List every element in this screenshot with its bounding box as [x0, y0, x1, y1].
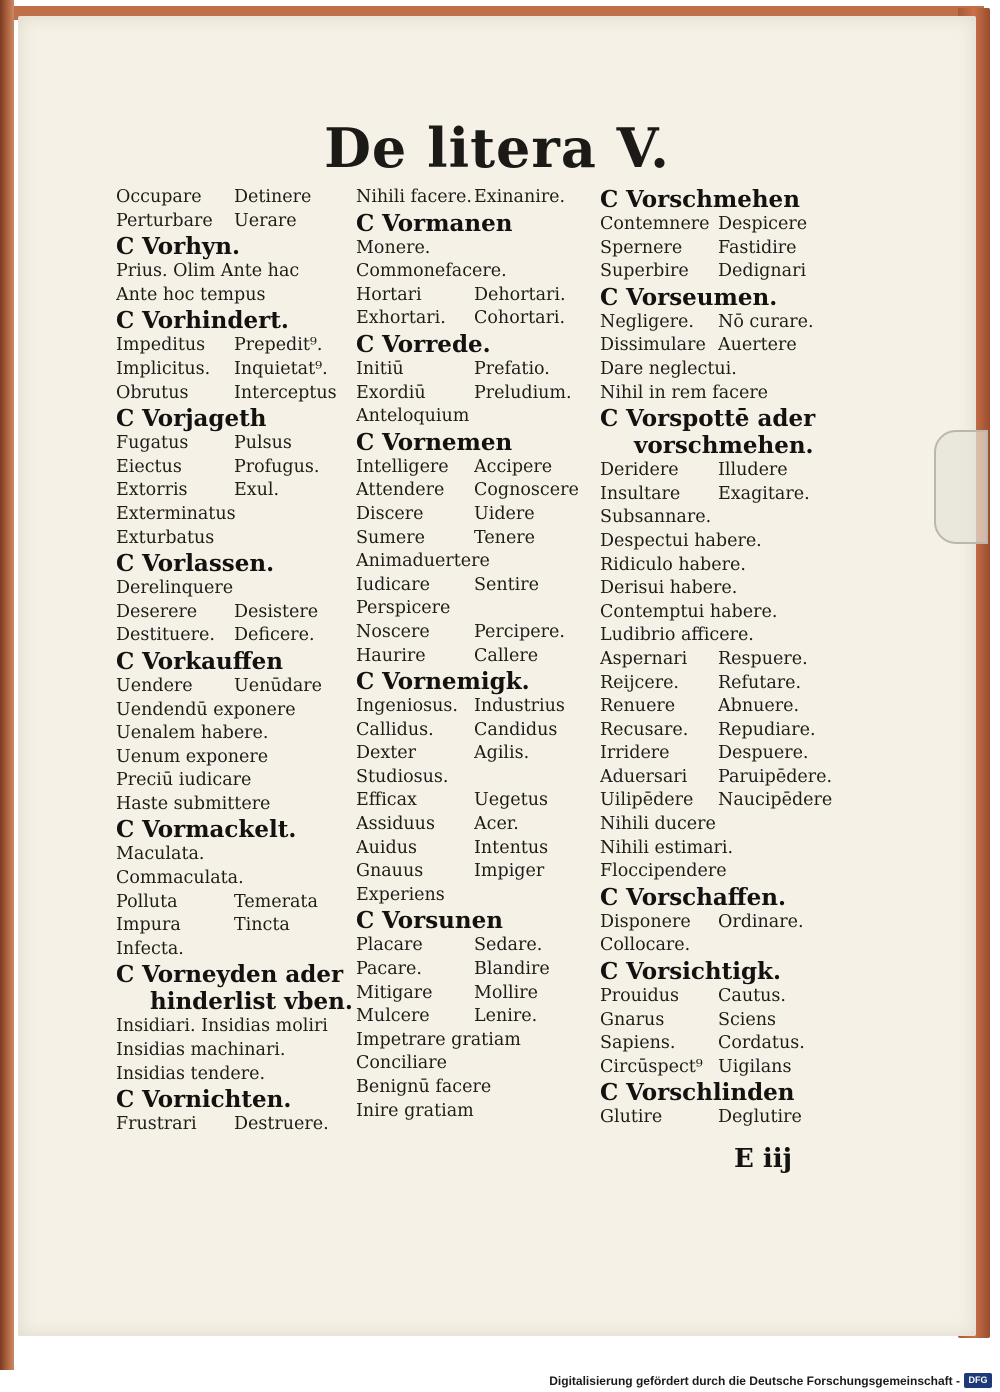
synonym-line: Despectui habere.: [600, 530, 762, 551]
synonym-term: Aspernari: [600, 648, 688, 669]
paragraph-mark: C: [116, 961, 135, 989]
synonym-term: Uegetus: [474, 790, 548, 811]
heading-text: Vornemen: [382, 428, 513, 456]
synonym-term: Irridere: [600, 743, 670, 764]
synonym-term: Glutire: [600, 1107, 663, 1128]
heading-text: Vorschmehen: [626, 186, 800, 213]
synonym-row: [116, 210, 356, 234]
synonym-term: Uendere: [116, 675, 193, 696]
heading-text: Vormanen: [382, 209, 513, 237]
synonym-term: Sentire: [474, 574, 539, 595]
synonym-term: Nihili facere.: [356, 187, 472, 207]
synonym-term: Nō curare.: [718, 311, 814, 332]
synonym-term: Polluta: [116, 891, 178, 912]
paragraph-mark: C: [116, 405, 135, 433]
synonym-term: Renuere: [600, 696, 676, 717]
paragraph-mark: C: [116, 307, 135, 335]
synonym-term: Respuere.: [718, 648, 808, 669]
synonym-row: [116, 1113, 356, 1137]
synonym-term: Agilis.: [474, 743, 530, 764]
synonym-term: Circūspect⁹: [600, 1056, 703, 1077]
synonym-line: Commonefacere.: [356, 261, 507, 282]
synonym-term: Interceptus: [234, 382, 337, 403]
column-3: [600, 186, 840, 1130]
synonym-term: Detinere: [234, 187, 312, 207]
synonym-line: Ante hoc tempus: [116, 284, 266, 305]
synonym-term: Ingeniosus.: [356, 696, 458, 717]
synonym-row: [356, 837, 602, 861]
synonym-row: [356, 621, 602, 645]
synonym-term: Prouidus: [600, 986, 679, 1007]
synonym-line: Subsannare.: [600, 507, 712, 528]
synonym-line: Nihil in rem facere: [600, 382, 769, 403]
entry-heading: [600, 186, 840, 213]
synonym-term: Accipere: [474, 456, 553, 477]
synonym-term: Recusare.: [600, 719, 689, 740]
page-title: De litera V.: [324, 116, 670, 180]
entry-heading: [356, 429, 602, 456]
paragraph-mark: C: [600, 1079, 619, 1107]
synonym-term: Prepedit⁹.: [234, 335, 323, 356]
synonym-row: [600, 1106, 840, 1130]
synonym-line: Animaduertere: [356, 551, 490, 572]
synonym-term: Preludium.: [474, 382, 572, 403]
synonym-row: [356, 813, 602, 837]
paragraph-mark: C: [356, 907, 375, 935]
synonym-term: Intentus: [474, 837, 549, 858]
synonym-line: Ridiculo habere.: [600, 554, 746, 575]
synonym-term: Dedignari: [718, 261, 807, 282]
synonym-term: Repudiare.: [718, 719, 816, 740]
paragraph-mark: C: [116, 550, 135, 578]
synonym-row: [116, 456, 356, 480]
synonym-term: Ordinare.: [718, 911, 804, 932]
synonym-term: Candidus: [474, 719, 558, 740]
synonym-line: Ludibrio afficere.: [600, 625, 754, 646]
synonym-term: Disponere: [600, 911, 691, 932]
synonym-term: Uenūdare: [234, 675, 323, 696]
synonym-line: Uenum exponere: [116, 746, 269, 767]
synonym-row: [600, 911, 840, 935]
paragraph-mark: C: [600, 405, 619, 433]
synonym-term: Sciens: [718, 1009, 776, 1030]
synonym-term: Callere: [474, 645, 539, 666]
synonym-line: Insidiari. Insidias moliri: [116, 1016, 328, 1037]
heading-text: Vorhyn.: [142, 233, 241, 261]
synonym-term: Implicitus.: [116, 358, 211, 379]
column-1: [116, 186, 356, 1137]
heading-text: Vornemigk.: [382, 668, 530, 696]
synonym-row: [116, 479, 356, 503]
entry-heading: [116, 405, 356, 432]
synonym-term: Mitigare: [356, 982, 433, 1003]
heading-text: Vorlassen.: [142, 550, 275, 578]
synonym-term: Assiduus: [356, 814, 435, 835]
heading-text: Vorkauffen: [142, 647, 283, 675]
synonym-line: Nihili estimari.: [600, 837, 734, 858]
synonym-line: Prius. Olim Ante hac: [116, 261, 300, 282]
synonym-row: [116, 382, 356, 406]
paragraph-mark: C: [356, 209, 375, 237]
synonym-term: Iudicare: [356, 574, 430, 595]
synonym-term: Profugus.: [234, 456, 320, 477]
synonym-line: Derelinquere: [116, 578, 234, 599]
synonym-line: Uendendū exponere: [116, 699, 296, 720]
synonym-term: Insultare: [600, 483, 681, 504]
paragraph-mark: C: [116, 1086, 135, 1114]
footer-credit: Digitalisierung gefördert durch die Deutsche Forschungsgemeinschaft -: [549, 1374, 960, 1388]
synonym-term: Auertere: [718, 335, 797, 356]
column-2: [356, 186, 602, 1123]
synonym-term: Uerare: [234, 210, 297, 231]
paragraph-mark: C: [600, 186, 619, 213]
synonym-row: [356, 742, 602, 766]
synonym-term: Deserere: [116, 601, 198, 622]
synonym-term: Deglutire: [718, 1107, 802, 1128]
synonym-term: Naucipēdere: [718, 790, 833, 811]
synonym-row: [600, 695, 840, 719]
heading-text: Vornichten.: [142, 1086, 292, 1114]
synonym-row: [116, 914, 356, 938]
synonym-term: Superbire: [600, 261, 689, 282]
synonym-line: Exterminatus: [116, 503, 236, 524]
synonym-row: [356, 574, 602, 598]
synonym-term: Dissimulare: [600, 335, 706, 356]
synonym-line: Impetrare gratiam: [356, 1029, 521, 1050]
synonym-term: Auidus: [356, 837, 417, 858]
paper-sheet: [18, 16, 976, 1336]
entry-heading: [116, 988, 356, 1015]
synonym-term: Cautus.: [718, 986, 786, 1007]
synonym-row: [356, 1005, 602, 1029]
synonym-line: Inire gratiam: [356, 1100, 474, 1121]
entry-heading: [600, 432, 840, 459]
synonym-line: Uenalem habere.: [116, 723, 269, 744]
synonym-term: Illudere: [718, 460, 788, 481]
synonym-term: Tenere: [474, 527, 536, 548]
synonym-row: [356, 958, 602, 982]
synonym-row: [600, 789, 840, 813]
synonym-line: Collocare.: [600, 935, 691, 956]
synonym-line: Insidias tendere.: [116, 1063, 266, 1084]
synonym-row: [116, 601, 356, 625]
synonym-term: Mulcere: [356, 1006, 430, 1027]
synonym-term: Reijcere.: [600, 672, 679, 693]
synonym-term: Callidus.: [356, 719, 434, 740]
synonym-row: [600, 237, 840, 261]
synonym-term: Exagitare.: [718, 483, 810, 504]
synonym-line: Floccipendere: [600, 861, 727, 882]
synonym-term: Noscere: [356, 621, 430, 642]
synonym-line: Preciū iudicare: [116, 770, 252, 791]
synonym-term: Abnuere.: [718, 696, 800, 717]
synonym-term: Placare: [356, 935, 423, 956]
heading-text: Vorrede.: [382, 330, 491, 358]
heading-text: Vorsichtigk.: [626, 958, 781, 986]
synonym-row: [600, 483, 840, 507]
heading-text: Vorseumen.: [626, 283, 778, 311]
entry-heading: [116, 961, 356, 988]
synonym-term: Despuere.: [718, 743, 809, 764]
heading-text: Vormackelt.: [142, 816, 297, 844]
entry-heading: [356, 907, 602, 934]
synonym-line: Monere.: [356, 237, 431, 258]
synonym-line: Insidias machinari.: [116, 1040, 286, 1061]
synonym-line: Perspicere: [356, 598, 451, 619]
paragraph-mark: C: [116, 647, 135, 675]
paragraph-mark: C: [600, 958, 619, 986]
paragraph-mark: C: [600, 283, 619, 311]
synonym-term: Gnarus: [600, 1009, 665, 1030]
heading-text: Vorneyden ader: [142, 961, 344, 989]
synonym-row: [116, 675, 356, 699]
entry-heading: [600, 284, 840, 311]
entry-heading: [116, 816, 356, 843]
synonym-term: Exordiū: [356, 382, 426, 403]
synonym-row: [116, 891, 356, 915]
synonym-term: Pacare.: [356, 959, 422, 980]
synonym-row: [356, 695, 602, 719]
synonym-term: Pulsus: [234, 433, 292, 454]
entry-heading: [116, 550, 356, 577]
synonym-line: Nihili ducere: [600, 814, 716, 835]
synonym-row: [600, 334, 840, 358]
synonym-term: Deficere.: [234, 625, 315, 646]
heading-text: Vorjageth: [142, 405, 267, 433]
heading-text: Vorhindert.: [142, 307, 289, 335]
synonym-term: Mollire: [474, 982, 538, 1003]
heading-text: Vorschaffen.: [626, 883, 787, 911]
synonym-row: [356, 982, 602, 1006]
entry-heading: [600, 1079, 840, 1106]
synonym-term: Industrius: [474, 696, 565, 717]
synonym-term: Dexter: [356, 743, 417, 764]
synonym-term: Destituere.: [116, 625, 215, 646]
synonym-row: [356, 503, 602, 527]
synonym-term: Perturbare: [116, 210, 213, 231]
synonym-line: Anteloquium: [356, 406, 470, 427]
synonym-row: [356, 186, 602, 210]
entry-heading: [116, 648, 356, 675]
synonym-row: [600, 672, 840, 696]
synonym-term: Sapiens.: [600, 1033, 676, 1054]
synonym-line: Haste submittere: [116, 793, 271, 814]
synonym-line: Commaculata.: [116, 868, 244, 889]
synonym-row: [600, 213, 840, 237]
synonym-row: [600, 719, 840, 743]
entry-heading: [600, 405, 840, 432]
synonym-term: Acer.: [474, 814, 519, 835]
book-cover-left: [0, 0, 14, 1370]
synonym-term: Cordatus.: [718, 1033, 805, 1054]
synonym-term: Sumere: [356, 527, 425, 548]
synonym-term: Desistere: [234, 601, 319, 622]
synonym-term: Exul.: [234, 480, 280, 501]
synonym-term: Haurire: [356, 645, 426, 666]
synonym-term: Destruere.: [234, 1114, 329, 1135]
signature-mark: E iij: [734, 1144, 793, 1174]
synonym-row: [600, 742, 840, 766]
synonym-term: Paruipēdere.: [718, 766, 833, 787]
synonym-row: [600, 985, 840, 1009]
synonym-row: [356, 456, 602, 480]
synonym-term: Inquietat⁹.: [234, 358, 328, 379]
synonym-row: [116, 624, 356, 648]
synonym-term: Deridere: [600, 460, 679, 481]
synonym-term: Impiger: [474, 861, 545, 882]
synonym-term: Dehortari.: [474, 284, 566, 305]
synonym-row: [356, 358, 602, 382]
synonym-term: Intelligere: [356, 456, 449, 477]
heading-text: Vorsunen: [382, 907, 503, 935]
synonym-term: Fugatus: [116, 433, 189, 454]
synonym-row: [356, 934, 602, 958]
synonym-line: Studiosus.: [356, 766, 449, 787]
entry-heading: [600, 958, 840, 985]
synonym-term: Blandire: [474, 959, 550, 980]
synonym-line: Dare neglectui.: [600, 358, 737, 379]
synonym-row: [600, 1056, 840, 1080]
heading-text: vorschmehen.: [634, 432, 814, 460]
entry-heading: [116, 1086, 356, 1113]
synonym-term: Impura: [116, 915, 181, 936]
paragraph-mark: C: [356, 428, 375, 456]
page-clip: [934, 430, 988, 544]
synonym-term: Uigilans: [718, 1056, 792, 1077]
synonym-term: Lenire.: [474, 1006, 538, 1027]
synonym-row: [356, 307, 602, 331]
synonym-term: Obrutus: [116, 382, 189, 403]
synonym-term: Efficax: [356, 790, 417, 811]
synonym-row: [356, 645, 602, 669]
synonym-row: [116, 358, 356, 382]
synonym-term: Refutare.: [718, 672, 802, 693]
synonym-term: Tincta: [234, 915, 290, 936]
synonym-term: Frustrari: [116, 1114, 197, 1135]
synonym-term: Discere: [356, 503, 424, 524]
entry-heading: [116, 307, 356, 334]
synonym-term: Negligere.: [600, 311, 694, 332]
synonym-line: Maculata.: [116, 844, 205, 865]
heading-text: Vorschlinden: [626, 1079, 795, 1107]
synonym-term: Contemnere: [600, 214, 710, 234]
synonym-term: Spernere: [600, 237, 683, 258]
synonym-line: Contemptui habere.: [600, 601, 778, 622]
synonym-row: [600, 260, 840, 284]
synonym-row: [600, 1032, 840, 1056]
entry-heading: [356, 210, 602, 237]
synonym-line: Conciliare: [356, 1053, 447, 1074]
synonym-row: [600, 766, 840, 790]
footer-bar: [0, 1370, 1000, 1392]
synonym-line: Infecta.: [116, 938, 184, 959]
synonym-row: [356, 284, 602, 308]
entry-heading: [600, 884, 840, 911]
synonym-line: Exturbatus: [116, 527, 215, 548]
synonym-term: Eiectus: [116, 456, 182, 477]
paragraph-mark: C: [116, 233, 135, 261]
synonym-term: Fastidire: [718, 237, 797, 258]
synonym-row: [116, 432, 356, 456]
synonym-term: Occupare: [116, 187, 202, 207]
synonym-term: Temerata: [234, 891, 318, 912]
synonym-row: [356, 382, 602, 406]
synonym-term: Impeditus: [116, 335, 206, 356]
synonym-term: Uidere: [474, 503, 535, 524]
synonym-term: Extorris: [116, 480, 188, 501]
synonym-term: Sedare.: [474, 935, 543, 956]
synonym-term: Uilipēdere: [600, 790, 694, 811]
synonym-term: Exhortari.: [356, 308, 446, 329]
synonym-term: Exinanire.: [474, 187, 566, 207]
heading-text: Vorspottē ader: [626, 405, 816, 433]
dfg-logo-icon: DFG: [964, 1373, 992, 1388]
synonym-row: [356, 479, 602, 503]
synonym-row: [356, 527, 602, 551]
synonym-row: [600, 311, 840, 335]
synonym-row: [600, 648, 840, 672]
heading-text: hinderlist vben.: [150, 988, 353, 1016]
synonym-row: [356, 719, 602, 743]
entry-heading: [356, 668, 602, 695]
synonym-term: Cognoscere: [474, 480, 579, 501]
synonym-term: Aduersari: [600, 766, 688, 787]
synonym-line: Experiens: [356, 884, 445, 905]
synonym-term: Prefatio.: [474, 358, 550, 379]
synonym-term: Cohortari.: [474, 308, 566, 329]
synonym-row: [116, 186, 356, 210]
paragraph-mark: C: [600, 883, 619, 911]
synonym-term: Attendere: [356, 480, 445, 501]
synonym-row: [356, 789, 602, 813]
synonym-row: [356, 860, 602, 884]
entry-heading: [356, 331, 602, 358]
paragraph-mark: C: [116, 816, 135, 844]
synonym-line: Benignū facere: [356, 1077, 492, 1097]
synonym-term: Initiū: [356, 358, 404, 379]
synonym-row: [600, 1009, 840, 1033]
synonym-term: Percipere.: [474, 621, 565, 642]
synonym-term: Hortari: [356, 284, 422, 305]
synonym-line: Derisui habere.: [600, 578, 738, 599]
entry-heading: [116, 233, 356, 260]
synonym-term: Gnauus: [356, 861, 424, 882]
paragraph-mark: C: [356, 330, 375, 358]
synonym-row: [600, 459, 840, 483]
synonym-term: Despicere: [718, 214, 808, 234]
paragraph-mark: C: [356, 668, 375, 696]
synonym-row: [116, 334, 356, 358]
